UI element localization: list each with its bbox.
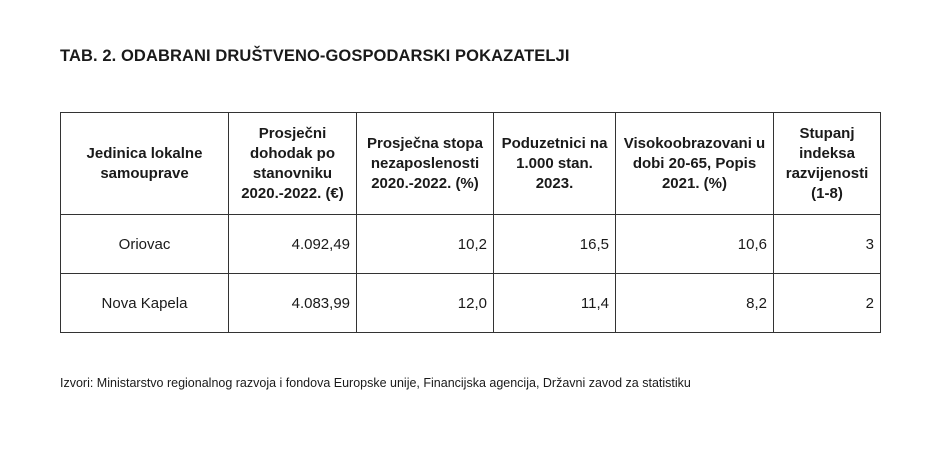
- indicators-table: [60, 112, 881, 333]
- header-unit: Jedinica lokalne samouprave: [61, 113, 229, 215]
- header-entrepreneurs: Poduzetnici na 1.000 stan. 2023.: [494, 113, 616, 215]
- cell-unemployment: 10,2: [357, 215, 494, 274]
- table-header-row: [61, 113, 881, 215]
- cell-unit: Nova Kapela: [61, 274, 229, 333]
- table-row: [61, 215, 881, 274]
- cell-entrepreneurs: 16,5: [494, 215, 616, 274]
- source-note: Izvori: Ministarstvo regionalnog razvoja i fondova Europske unije, Financijska agencija, Državni zavod za statistiku: [60, 376, 691, 390]
- header-development-index: Stupanj indeksa razvijenosti (1-8): [774, 113, 881, 215]
- header-income: Prosječni dohodak po stanovniku 2020.-2022. (€): [229, 113, 357, 215]
- table-row: [61, 274, 881, 333]
- header-unemployment: Prosječna stopa nezaposlenosti 2020.-2022. (%): [357, 113, 494, 215]
- cell-development-index: 3: [774, 215, 881, 274]
- cell-entrepreneurs: 11,4: [494, 274, 616, 333]
- cell-highly-educated: 8,2: [616, 274, 774, 333]
- table-title: TAB. 2. ODABRANI DRUŠTVENO-GOSPODARSKI POKAZATELJI: [60, 47, 570, 65]
- header-highly-educated: Visokoobrazovani u dobi 20-65, Popis 2021. (%): [616, 113, 774, 215]
- cell-income: 4.092,49: [229, 215, 357, 274]
- cell-highly-educated: 10,6: [616, 215, 774, 274]
- cell-development-index: 2: [774, 274, 881, 333]
- cell-unemployment: 12,0: [357, 274, 494, 333]
- cell-income: 4.083,99: [229, 274, 357, 333]
- cell-unit: Oriovac: [61, 215, 229, 274]
